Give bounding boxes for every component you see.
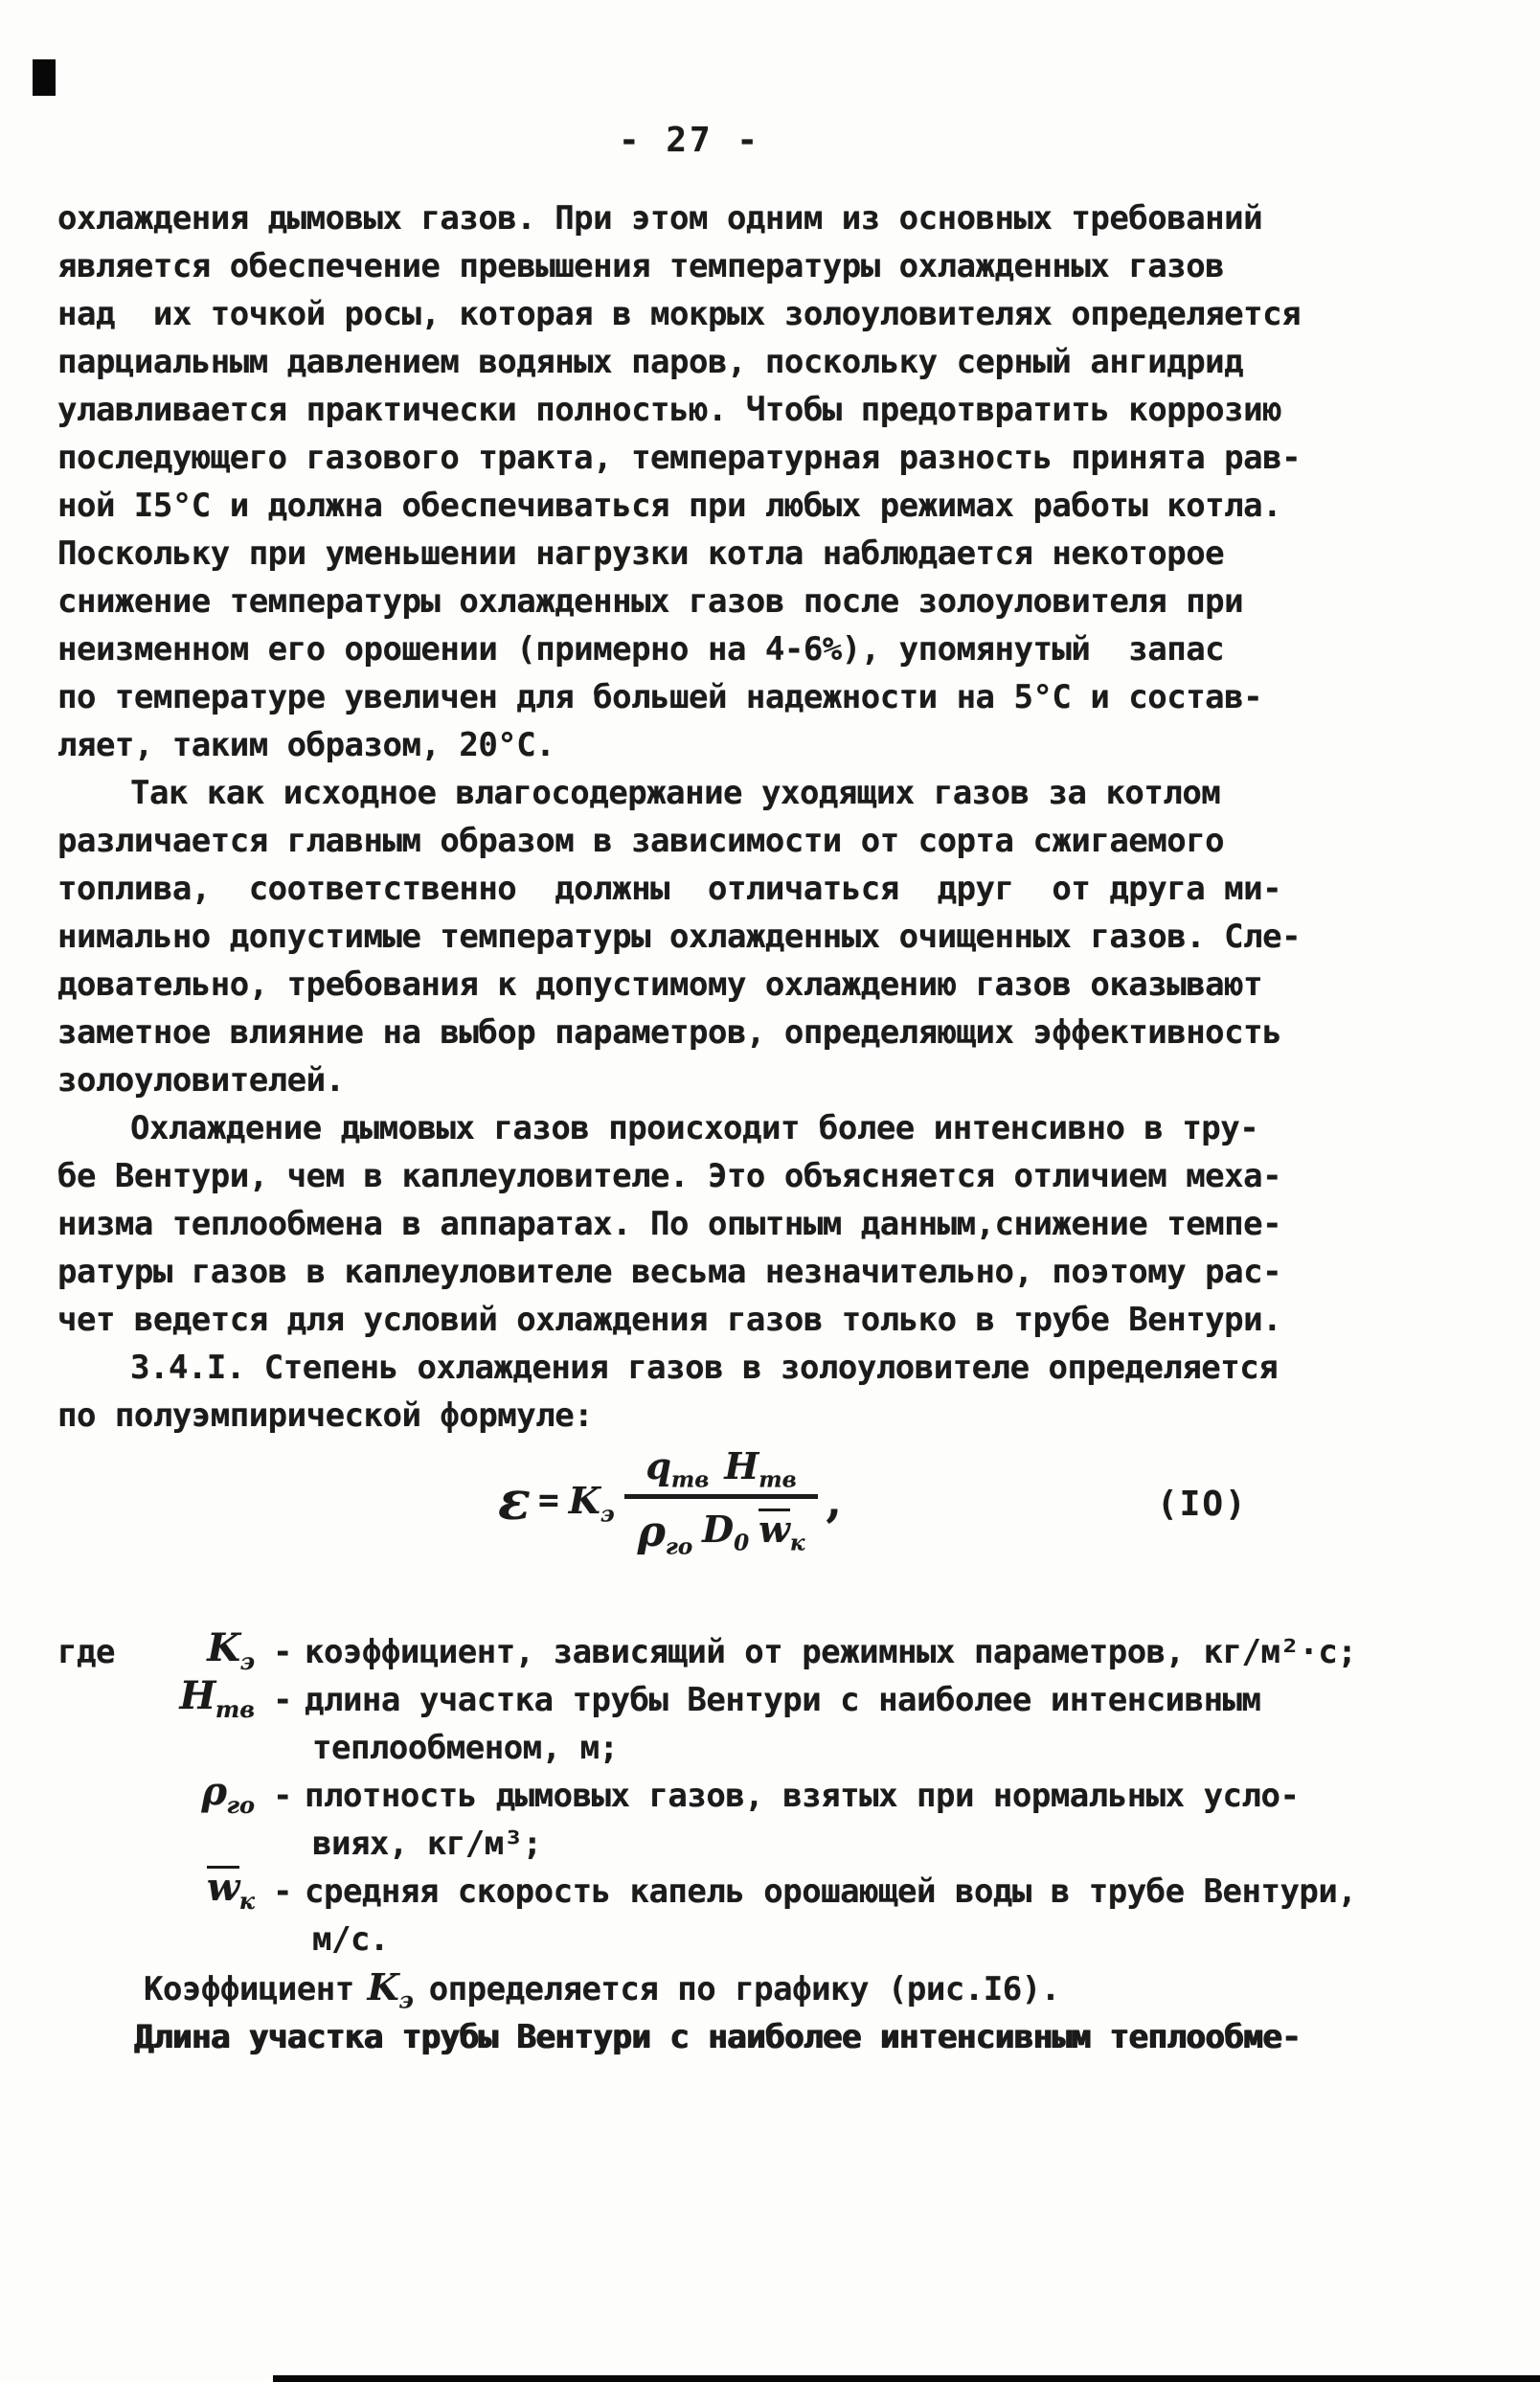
math-symbol-subscript: тв xyxy=(759,1466,797,1493)
where-dash: - xyxy=(273,1681,292,1719)
text-line: охлаждения дымовых газов. При этом одним из основных требований xyxy=(57,199,1263,238)
where-dash: - xyxy=(273,1633,292,1671)
math-symbol-subscript: го xyxy=(226,1791,255,1819)
equation-number: (IO) xyxy=(1157,1485,1248,1524)
closing-text-post: определяется по графику (рис.I6). xyxy=(428,1970,1060,2008)
math-symbol-base: ρ xyxy=(637,1508,666,1556)
math-symbol-base: K xyxy=(207,1625,240,1670)
body-paragraphs xyxy=(57,194,1301,1440)
text-line: ляет, таким образом, 20°С. xyxy=(57,726,555,764)
paragraph xyxy=(57,1344,1301,1440)
text-line: над их точкой росы, которая в мокрых золоуловителях определяется xyxy=(57,295,1302,333)
math-symbol xyxy=(142,1864,255,1915)
formula xyxy=(498,1444,843,1560)
paragraph xyxy=(57,1104,1301,1344)
where-definition xyxy=(305,1772,1540,1868)
text-line: Поскольку при уменьшении нагрузки котла наблюдается некоторое xyxy=(57,534,1225,573)
text-line: Охлаждение дымовых газов происходит более интенсивно в тру- xyxy=(130,1109,1259,1147)
text-line: по температуре увеличен для большей надежности на 5°С и состав- xyxy=(57,678,1263,716)
math-symbol-subscript: тв xyxy=(670,1466,710,1493)
math-symbol xyxy=(637,1508,693,1560)
formula-equals: = xyxy=(538,1481,559,1520)
formula-fraction xyxy=(624,1444,819,1560)
text-line: бе Вентури, чем в каплеуловителе. Это объясняется отличием меха- xyxy=(57,1157,1282,1195)
math-symbol xyxy=(724,1444,797,1493)
math-symbol-base: D xyxy=(702,1508,735,1551)
math-symbol xyxy=(759,1508,804,1556)
text-line: заметное влияние на выбор параметров, определяющих эффективность xyxy=(57,1013,1282,1052)
where-list xyxy=(0,1625,1540,1963)
math-symbol xyxy=(142,1672,255,1723)
where-dash: - xyxy=(273,1777,292,1815)
text-line: чет ведется для условий охлаждения газов только в трубе Вентури. xyxy=(57,1301,1282,1339)
math-symbol-base: K xyxy=(568,1479,600,1522)
definition-line: м/с. xyxy=(312,1920,389,1959)
math-symbol-base: K xyxy=(367,1965,399,2008)
closing-line-1 xyxy=(144,1963,1540,2013)
definition-line: длина участка трубы Вентури с наиболее интенсивным xyxy=(305,1681,1261,1719)
math-symbol-base: ρ xyxy=(201,1769,227,1814)
text-line: улавливается практически полностью. Чтобы предотвратить коррозию xyxy=(57,391,1282,429)
math-symbol-subscript: го xyxy=(665,1533,693,1560)
scan-artifact xyxy=(33,59,56,96)
formula-denominator xyxy=(624,1494,819,1560)
math-symbol-subscript: к xyxy=(238,1887,255,1915)
text-line: парциальным давлением водяных паров, поскольку серный ангидрид xyxy=(57,343,1244,381)
math-symbol-subscript: э xyxy=(398,1985,414,2014)
scan-artifact xyxy=(273,2375,1540,2382)
where-item xyxy=(0,1769,1540,1868)
definition-line: плотность дымовых газов, взятых при нормальных усло- xyxy=(305,1777,1300,1815)
where-definition xyxy=(305,1628,1540,1676)
definition-line: коэффициент, зависящий от режимных параметров, кг/м²·с; xyxy=(305,1633,1357,1671)
math-symbol-base: w xyxy=(206,1865,239,1910)
formula-comma: , xyxy=(826,1473,843,1528)
definition-line: виях, кг/м³; xyxy=(312,1825,542,1863)
text-line: довательно, требования к допустимому охлаждению газов оказывают xyxy=(57,965,1263,1004)
paragraph xyxy=(57,194,1301,769)
page-number: - 27 - xyxy=(618,121,761,160)
text-line: низма теплообмена в аппаратах. По опытным данным,снижение темпе- xyxy=(57,1205,1282,1243)
math-symbol-base: q xyxy=(645,1444,671,1487)
text-line: неизменном его орошении (примерно на 4-6%), упомянутый запас xyxy=(57,630,1225,669)
math-symbol-subscript: тв xyxy=(215,1695,255,1723)
text-line: нимально допустимые температуры охлажденных очищенных газов. Сле- xyxy=(57,918,1302,956)
text-line: ной I5°С и должна обеспечиваться при любых режимах работы котла. xyxy=(57,487,1282,525)
text-line: последующего газового тракта, температурная разность принята рав- xyxy=(57,439,1302,477)
coefficient-symbol xyxy=(367,1965,414,2014)
text-line: топлива, соответственно должны отличаться друг от друга ми- xyxy=(57,870,1282,908)
formula-epsilon: ε xyxy=(498,1468,532,1532)
text-line: золоуловителей. xyxy=(57,1061,345,1100)
definition-line: средняя скорость капель орошающей воды в трубе Вентури, xyxy=(305,1872,1357,1911)
math-symbol-subscript: 0 xyxy=(734,1530,750,1556)
math-symbol-base: H xyxy=(724,1444,759,1487)
where-block xyxy=(0,1625,1540,2061)
math-symbol-subscript: э xyxy=(600,1501,615,1528)
text-line: ратуры газов в каплеуловителе весьма незначительно, поэтому рас- xyxy=(57,1253,1282,1291)
math-symbol xyxy=(142,1768,255,1819)
math-symbol xyxy=(645,1444,710,1493)
where-intro: где xyxy=(57,1633,115,1671)
where-definition xyxy=(305,1676,1540,1772)
text-line: Так как исходное влагосодержание уходящих газов за котлом xyxy=(130,774,1221,812)
text-line: по полуэмпирической формуле: xyxy=(57,1396,594,1435)
coefficient-symbol xyxy=(568,1479,615,1528)
text-line: является обеспечение превышения температуры охлажденных газов xyxy=(57,247,1225,285)
math-symbol-subscript: э xyxy=(239,1647,255,1675)
where-dash: - xyxy=(273,1872,292,1911)
where-item xyxy=(0,1865,1540,1963)
closing-line-2: Длина участка трубы Вентури с наиболее интенсивным теплообме- xyxy=(134,2018,1302,2056)
math-symbol-base: w xyxy=(759,1508,790,1551)
where-item xyxy=(0,1673,1540,1772)
math-symbol-subscript: к xyxy=(789,1530,805,1556)
math-symbol-base: H xyxy=(179,1673,215,1718)
math-symbol xyxy=(702,1508,749,1556)
paragraph xyxy=(57,769,1301,1104)
definition-line: теплообменом, м; xyxy=(312,1729,619,1767)
math-symbol xyxy=(142,1624,255,1675)
where-item xyxy=(0,1625,1540,1676)
closing-text-pre: Коэффициент xyxy=(144,1970,354,2008)
formula-numerator xyxy=(632,1444,809,1494)
text-line: 3.4.I. Степень охлаждения газов в золоуловителе определяется xyxy=(130,1349,1279,1387)
text-line: различается главным образом в зависимости от сорта сжигаемого xyxy=(57,822,1225,860)
where-definition xyxy=(305,1868,1540,1963)
text-line: снижение температуры охлажденных газов после золоуловителя при xyxy=(57,582,1244,621)
